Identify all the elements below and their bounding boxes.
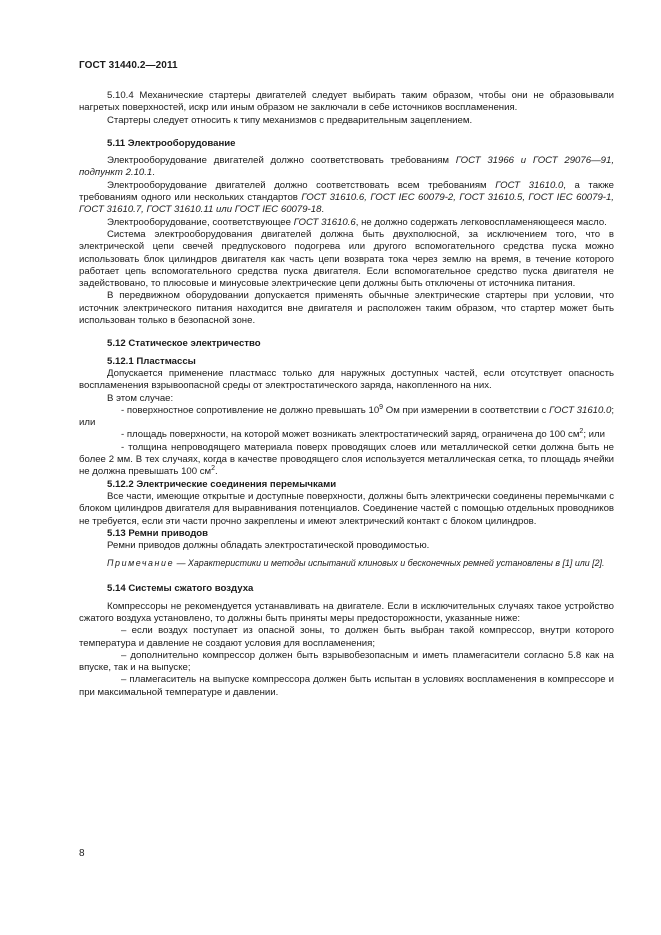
list-item-area: - площадь поверхности, на которой может возникать электростатический заряд, ограничена до 100 $см^2$; или <box>121 428 605 441</box>
list-item-flame-arresters: – дополнительно компрессор должен быть взрывобезопасным и иметь пламегасители согласно 5.8 как на впуске, так и на выпуске; <box>79 649 614 674</box>
paragraph-5-11-d: Система электрооборудования двигателей должна быть двухполюсной, за исключением того, что в электрической цепи свечей предпускового подогрева или другого вспомогательного средства пуска можно использовать блок цилиндров двигателя как часть цепи возврата тока через землю на время, в течение которого работает цепь вспомогательного средства пуска двигателя. Если вспомогательное средство пуска двигателя не задействовано, то плюсовые и минусовые электрические цепи должны быть отключены от источника питания. <box>79 228 614 290</box>
paragraph-5-11-a: Электрооборудование двигателей должно соответствовать требованиям ГОСТ 31966 и ГОСТ 29076—91, подпункт 2.10.1. <box>79 155 614 179</box>
list-item-outlet-arrester: – пламегаситель на выпуске компрессора должен быть испытан в условиях воспламенения в компрессоре и при максимальной температуре и давлении. <box>79 674 614 698</box>
paragraph-5-11-e: В передвижном оборудовании допускается применять обычные электрические стартеры при условии, что источник электрического питания находится вне двигателя и расположен таким образом, что стартер может быть использован только в безопасной зоне. <box>79 290 614 327</box>
paragraph-5-11-b: Электрооборудование двигателей должно соответствовать всем требованиям ГОСТ 31610.0, а также требованиям одного или нескольких стандартов ГОСТ 31610.6, ГОСТ IEC 60079-2, ГОСТ 31610.5, ГОСТ IEC 60079-1, ГОСТ 31610.7, ГОСТ 31610.11 или ГОСТ IEC 60079-18. <box>79 179 615 216</box>
note-text: — Характеристики и методы испытаний клиновых и бесконечных ремней установлены в [1] или [2]. <box>174 558 605 569</box>
standard-reference: ГОСТ 31966 и ГОСТ 29076—91, подпункт 2.10.1 <box>79 155 614 179</box>
heading-5-13: 5.13 Ремни приводов <box>107 527 209 539</box>
note <box>79 557 614 569</box>
list-item-thickness: - толщина непроводящего материала поверх проводящих слоев или металлической сетки должна быть не более 2 мм. В тех случаях, когда в качестве проводящего слоя используется металлическая сетка, то площадь ячейки не должна превышать 100 $см^2$. <box>79 441 614 478</box>
note-label: Примечание <box>107 558 175 569</box>
paragraph-5-10-4: 5.10.4 Механические стартеры двигателей следует выбирать таким образом, чтобы они не образовывали нагретых поверхностей, искр или иным образом не заключали в себе источников воспламенения. <box>79 90 614 114</box>
paragraph-5-14-a: Компрессоры не рекомендуется устанавливать на двигателе. Если в исключительных случаях такое устройство сжатого воздуха установлено, то должны быть приняты меры предосторожности, указанные ниже: <box>79 600 614 624</box>
list-item-hazard-zone: – если воздух поступает из опасной зоны, то должен быть выбран такой компрессор, внутри которого температура и давление не создают условия для воспламенения; <box>79 625 614 649</box>
standard-reference: ГОСТ 31610.6, ГОСТ IEC 60079-2, ГОСТ 31610.5, ГОСТ IEC 60079-1, ГОСТ 31610.7, ГОСТ 31610.11 или ГОСТ IEC 60079-18 <box>79 192 614 216</box>
page-number: 8 <box>79 848 85 859</box>
paragraph-5-11-c: Электрооборудование, соответствующее ГОСТ 31610.6, не должно содержать легковоспламеняющееся масло. <box>107 216 607 228</box>
document-header: ГОСТ 31440.2—2011 <box>79 60 178 71</box>
paragraph-5-12-2: Все части, имеющие открытые и доступные поверхности, должны быть электрически соединены перемычками с блоком цилиндров двигателя для выравнивания потенциалов. Соединение частей с помощью отдельных проводников не требуется, если эти части прочно закреплены и имеют электрический контакт с блоком цилиндров. <box>79 490 614 527</box>
standard-reference: ГОСТ 31610.0 <box>495 179 564 191</box>
paragraph-5-13: Ремни приводов должны обладать электростатической проводимостью. <box>107 540 430 552</box>
paragraph-5-12-1-b: В этом случае: <box>107 392 174 404</box>
heading-5-12: 5.12 Статическое электричество <box>107 338 261 350</box>
heading-5-11: 5.11 Электрооборудование <box>107 137 236 149</box>
heading-5-14: 5.14 Системы сжатого воздуха <box>107 583 254 595</box>
heading-5-12-2: 5.12.2 Электрические соединения перемычками <box>107 478 337 490</box>
paragraph-5-12-1-a: Допускается применение пластмасс только для наружных доступных частей, если отсутствует опасность воспламенения взрывоопасной среды от электростатического заряда, накопленного на них. <box>79 367 614 392</box>
standard-reference: ГОСТ 31610.6 <box>293 216 356 228</box>
list-item-resistance: - поверхностное сопротивление не должно превышать $10^9$ Ом при измерении в соответствии с ГОСТ 31610.0; или <box>79 403 615 429</box>
heading-5-12-1: 5.12.1 Пластмассы <box>107 355 196 367</box>
document-body <box>79 90 614 699</box>
paragraph-starters-type: Стартеры следует относить к типу механизмов с предварительным зацеплением. <box>107 114 473 126</box>
standard-reference: ГОСТ 31610.0 <box>549 404 612 416</box>
